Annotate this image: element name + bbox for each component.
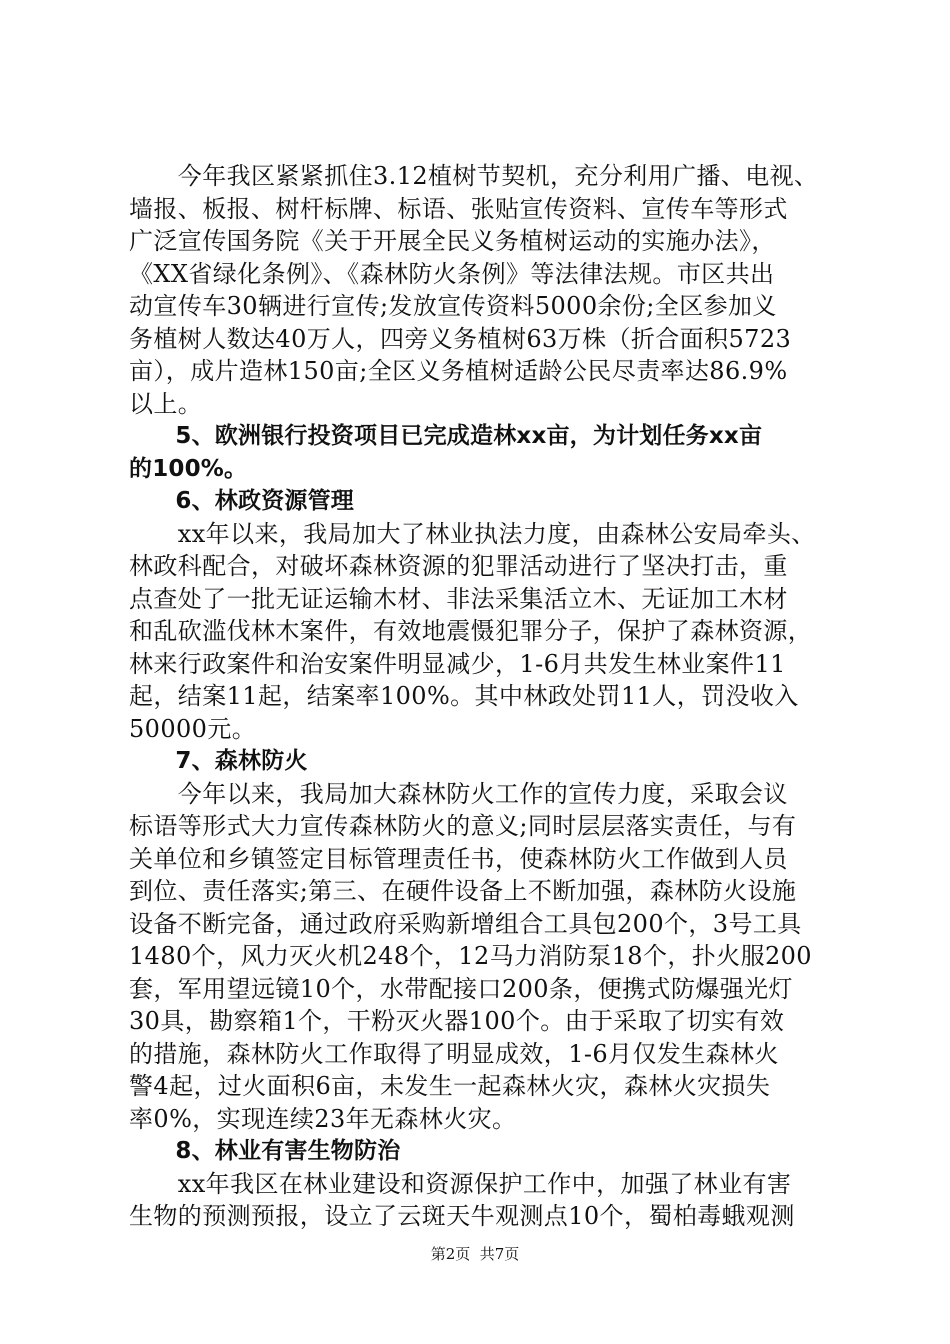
body-text-line: 套，军用望远镜10个，水带配接口200条，便携式防爆强光灯 xyxy=(129,974,793,1003)
body-text-line: 30具，勘察箱1个，干粉灭火器100个。由于采取了切实有效 xyxy=(129,1007,785,1035)
body-text-line: 以上。 xyxy=(129,389,203,418)
body-text-line: 到位、责任落实;第三、在硬件设备上不断加强，森林防火设施 xyxy=(129,877,797,905)
section-heading-line: 5、欧洲银行投资项目已完成造林xx亩，为计划任务xx亩 xyxy=(129,423,763,449)
section-heading-line: 6、林政资源管理 xyxy=(129,488,355,514)
section-heading-line: 7、森林防火 xyxy=(129,748,308,774)
body-text-line: 《XX省绿化条例》、《森林防火条例》等法律法规。市区共出 xyxy=(129,259,775,288)
body-text-line: 1480个，风力灭火机248个，12马力消防泵18个，扑火服200 xyxy=(129,942,812,970)
body-text-line: 务植树人数达40万人，四旁义务植树63万株（折合面积5723 xyxy=(129,324,792,353)
body-text-line: 标语等形式大力宣传森林防火的意义;同时层层落实责任，与有 xyxy=(129,812,797,840)
body-text-line: xx年我区在林业建设和资源保护工作中，加强了林业有害 xyxy=(129,1169,792,1198)
body-text-line: 亩），成片造林150亩;全区义务植树适龄公民尽责率达86.9% xyxy=(129,357,788,385)
body-text-line: 率0%，实现连续23年无森林火灾。 xyxy=(129,1104,517,1133)
document-body xyxy=(129,160,844,1233)
body-text-line: 设备不断完备，通过政府采购新增组合工具包200个，3号工具 xyxy=(129,909,802,938)
body-text-line: 的措施，森林防火工作取得了明显成效，1-6月仅发生森林火 xyxy=(129,1039,779,1068)
section-heading-line: 的100%。 xyxy=(129,455,248,482)
section-heading-line: 8、林业有害生物防治 xyxy=(129,1138,401,1164)
body-text-line: 起，结案11起，结案率100%。其中林政处罚11人，罚没收入 xyxy=(129,682,799,710)
body-text-line: 和乱砍滥伐林木案件，有效地震慑犯罪分子，保护了森林资源， xyxy=(129,617,813,645)
body-text-line: 墙报、板报、树杆标牌、标语、张贴宣传资料、宣传车等形式 xyxy=(129,194,788,223)
body-text-line: 林政科配合，对破坏森林资源的犯罪活动进行了坚决打击，重 xyxy=(129,552,788,580)
body-text-line: 关单位和乡镇签定目标管理责任书，使森林防火工作做到人员 xyxy=(129,844,788,873)
body-text-line: 广泛宣传国务院《关于开展全民义务植树运动的实施办法》， xyxy=(129,227,776,255)
body-text-line: 生物的预测预报，设立了云斑天牛观测点10个，蜀柏毒蛾观测 xyxy=(129,1202,795,1230)
body-text-line: 50000元。 xyxy=(129,714,257,743)
body-text-line: 林来行政案件和治安案件明显减少，1-6月共发生林业案件11 xyxy=(129,649,786,678)
body-text-line: 今年以来，我局加大森林防火工作的宣传力度，采取会议 xyxy=(129,779,788,808)
body-text-line: 警4起，过火面积6亩，未发生一起森林火灾，森林火灾损失 xyxy=(129,1072,771,1100)
page-footer: 第2页 共7页 xyxy=(430,1245,520,1263)
body-text-line: 点查处了一批无证运输木材、非法采集活立木、无证加工木材 xyxy=(129,584,788,613)
body-text-line: 今年我区紧紧抓住3.12植树节契机，充分利用广播、电视、 xyxy=(129,162,819,190)
body-text-line: xx年以来，我局加大了林业执法力度，由森林公安局牵头、 xyxy=(129,519,816,548)
body-text-line: 动宣传车30辆进行宣传;发放宣传资料5000余份;全区参加义 xyxy=(129,292,777,320)
